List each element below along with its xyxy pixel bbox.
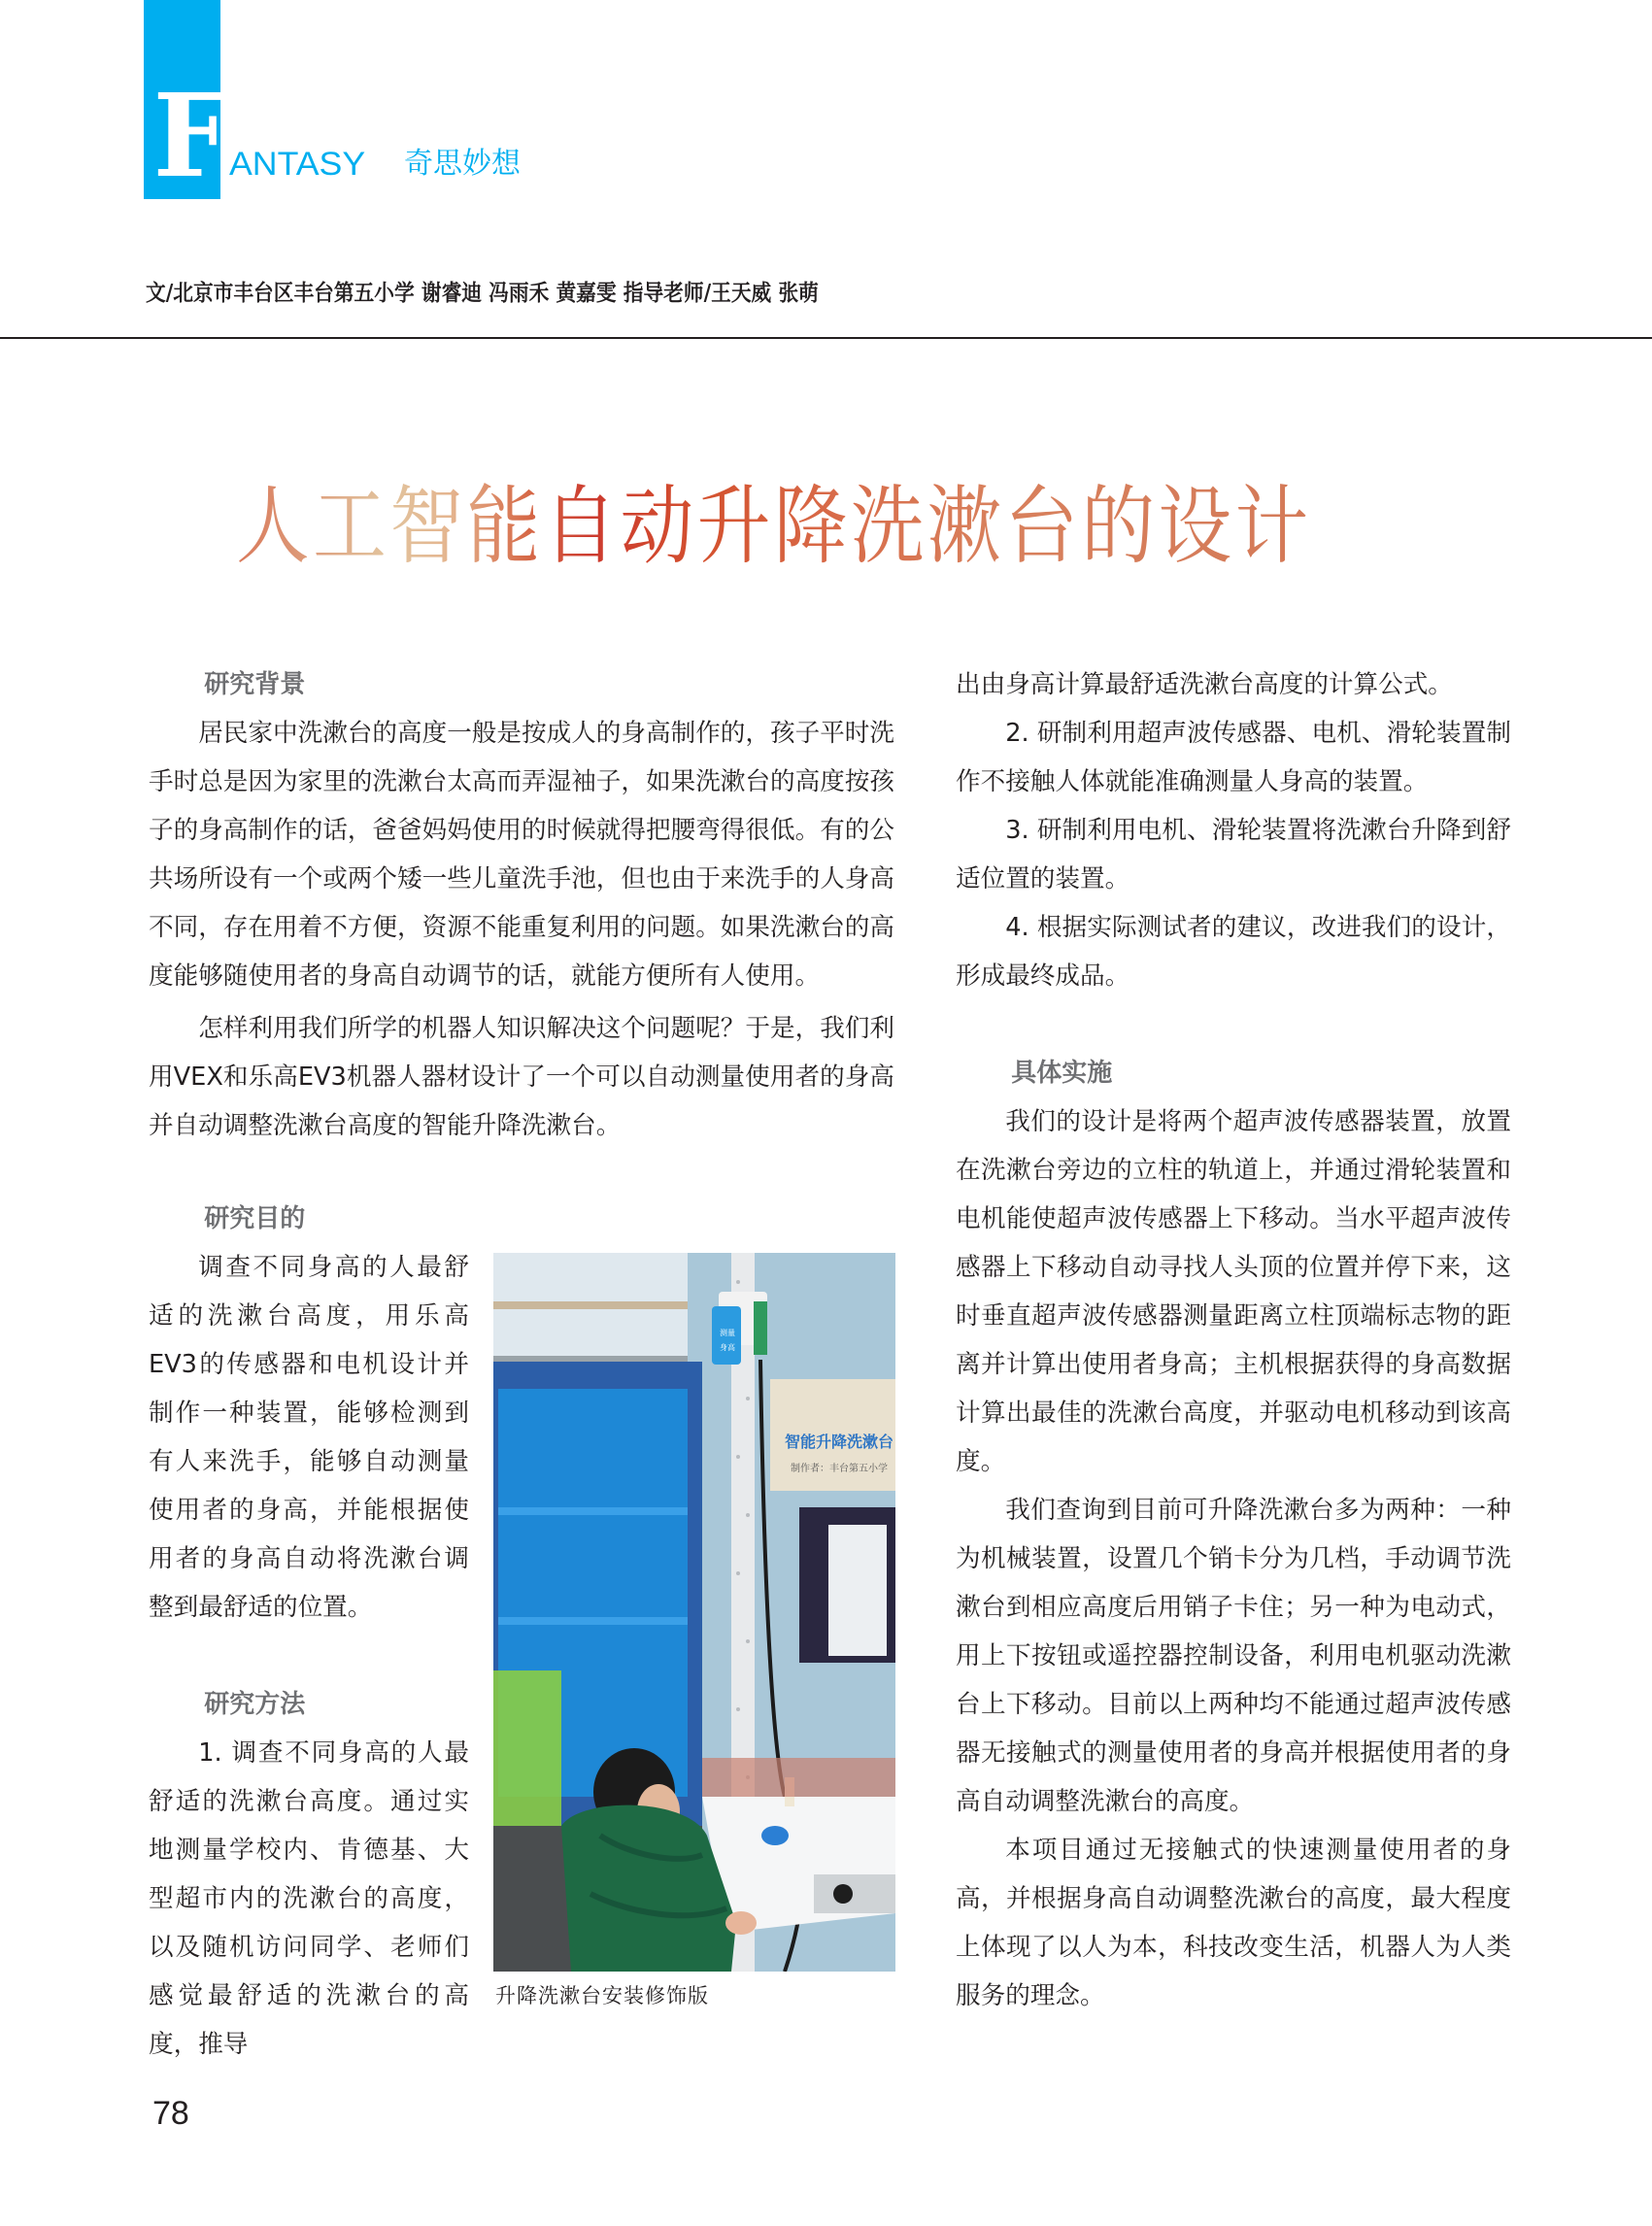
byline: 文/北京市丰台区丰台第五小学 谢睿迪 冯雨禾 黄嘉雯 指导老师/王天威 张萌 [146,281,819,306]
paragraph: 居民家中洗漱台的高度一般是按成人的身高制作的，孩子平时洗手时总是因为家里的洗漱台太高而弄湿袖子，如果洗漱台的高度按孩子的身高制作的话，爸爸妈妈使用的时候就得把腰弯得很低。有的公共场所设有一个或两个矮一些儿童洗手池，但也由于来洗手的人身高不同，存在用着不方便，资源不能重复利用的问题。如果洗漱台的高度能够随使用者的身高自动调节的话，就能方便所有人使用。 [149,719,894,991]
column-logo-block [144,0,231,203]
paragraph: 怎样利用我们所学的机器人知识解决这个问题呢？于是，我们利用VEX和乐高EV3机器人器材设计了一个可以自动测量使用者的身高并自动调整洗漱台高度的智能升降洗漱台。 [149,1014,894,1140]
section-heading-background: 研究背景 [204,670,306,699]
sensor-label-1: 测量 [720,1329,735,1337]
paragraph: 本项目通过无接触式的快速测量使用者的身高，并根据身高自动调整洗漱台的高度，最大程度上体现了以人为本，科技改变生活，机器人为人类服务的理念。 [956,1836,1511,2010]
sign-title: 智能升降洗漱台 [785,1433,894,1451]
header-divider [0,337,1652,339]
paragraph: 4. 根据实际测试者的建议，改进我们的设计，形成最终成品。 [956,913,1511,991]
article-title: 人工智能自动升降洗漱台的设计 [236,476,1312,576]
left-column-narrow [149,1195,469,2069]
paragraph: 出由身高计算最舒适洗漱台高度的计算公式。 [956,670,1453,699]
paragraph: 我们查询到目前可升降洗漱台多为两种：一种为机械装置，设置几个销卡分为几档，手动调节洗漱台到相应高度后用销子卡住；另一种为电动式，用上下按钮或遥控器控制设备，利用电机驱动洗漱台上下移动。目前以上两种均不能通过超声波传感器无接触式的测量使用者的身高并根据使用者的身高自动调整洗漱台的高度。 [956,1496,1511,1816]
section-heading-implementation: 具体实施 [1011,1059,1113,1088]
section-heading-method: 研究方法 [204,1690,306,1719]
section-heading-purpose: 研究目的 [204,1204,306,1233]
paragraph: 调查不同身高的人最舒适的洗漱台高度，用乐高EV3的传感器和电机设计并制作一种装置，能够检测到有人来洗手，能够自动测量使用者的身高，并能根据使用者的身高自动将洗漱台调整到最舒适的位置。 [149,1253,469,1622]
paragraph: 我们的设计是将两个超声波传感器装置，放置在洗漱台旁边的立柱的轨道上，并通过滑轮装置和电机能使超声波传感器上下移动。当水平超声波传感器上下移动自动寻找人头顶的位置并停下来，这时垂直超声波传感器测量距离立柱顶端标志物的距离并计算出使用者身高；主机根据获得的身高数据计算出最佳的洗漱台高度，并驱动电机移动到该高度。 [956,1107,1511,1476]
sensor-label-2: 身高 [720,1343,735,1352]
left-column-top [149,660,894,1150]
photo-illustration [493,1253,895,1972]
right-column [956,660,1511,2020]
column-name: 奇思妙想 [404,147,521,181]
page-number: 78 [152,2095,189,2132]
sign-subtitle: 制作者：丰台第五小学 [791,1464,888,1474]
figure-photo [493,1253,895,1972]
column-logo-word: ANTASY [229,146,366,183]
paragraph: 1. 调查不同身高的人最舒适的洗漱台高度。通过实地测量学校内、肯德基、大型超市内的洗漱台的高度，以及随机访问同学、老师们感觉最舒适的洗漱台的高度，推导 [149,1738,469,2059]
figure-caption: 升降洗漱台安装修饰版 [495,1984,709,2007]
logo-letter: F [152,68,231,203]
paragraph: 3. 研制利用电机、滑轮装置将洗漱台升降到舒适位置的装置。 [956,816,1511,894]
paragraph: 2. 研制利用超声波传感器、电机、滑轮装置制作不接触人体就能准确测量人身高的装置。 [956,719,1511,796]
